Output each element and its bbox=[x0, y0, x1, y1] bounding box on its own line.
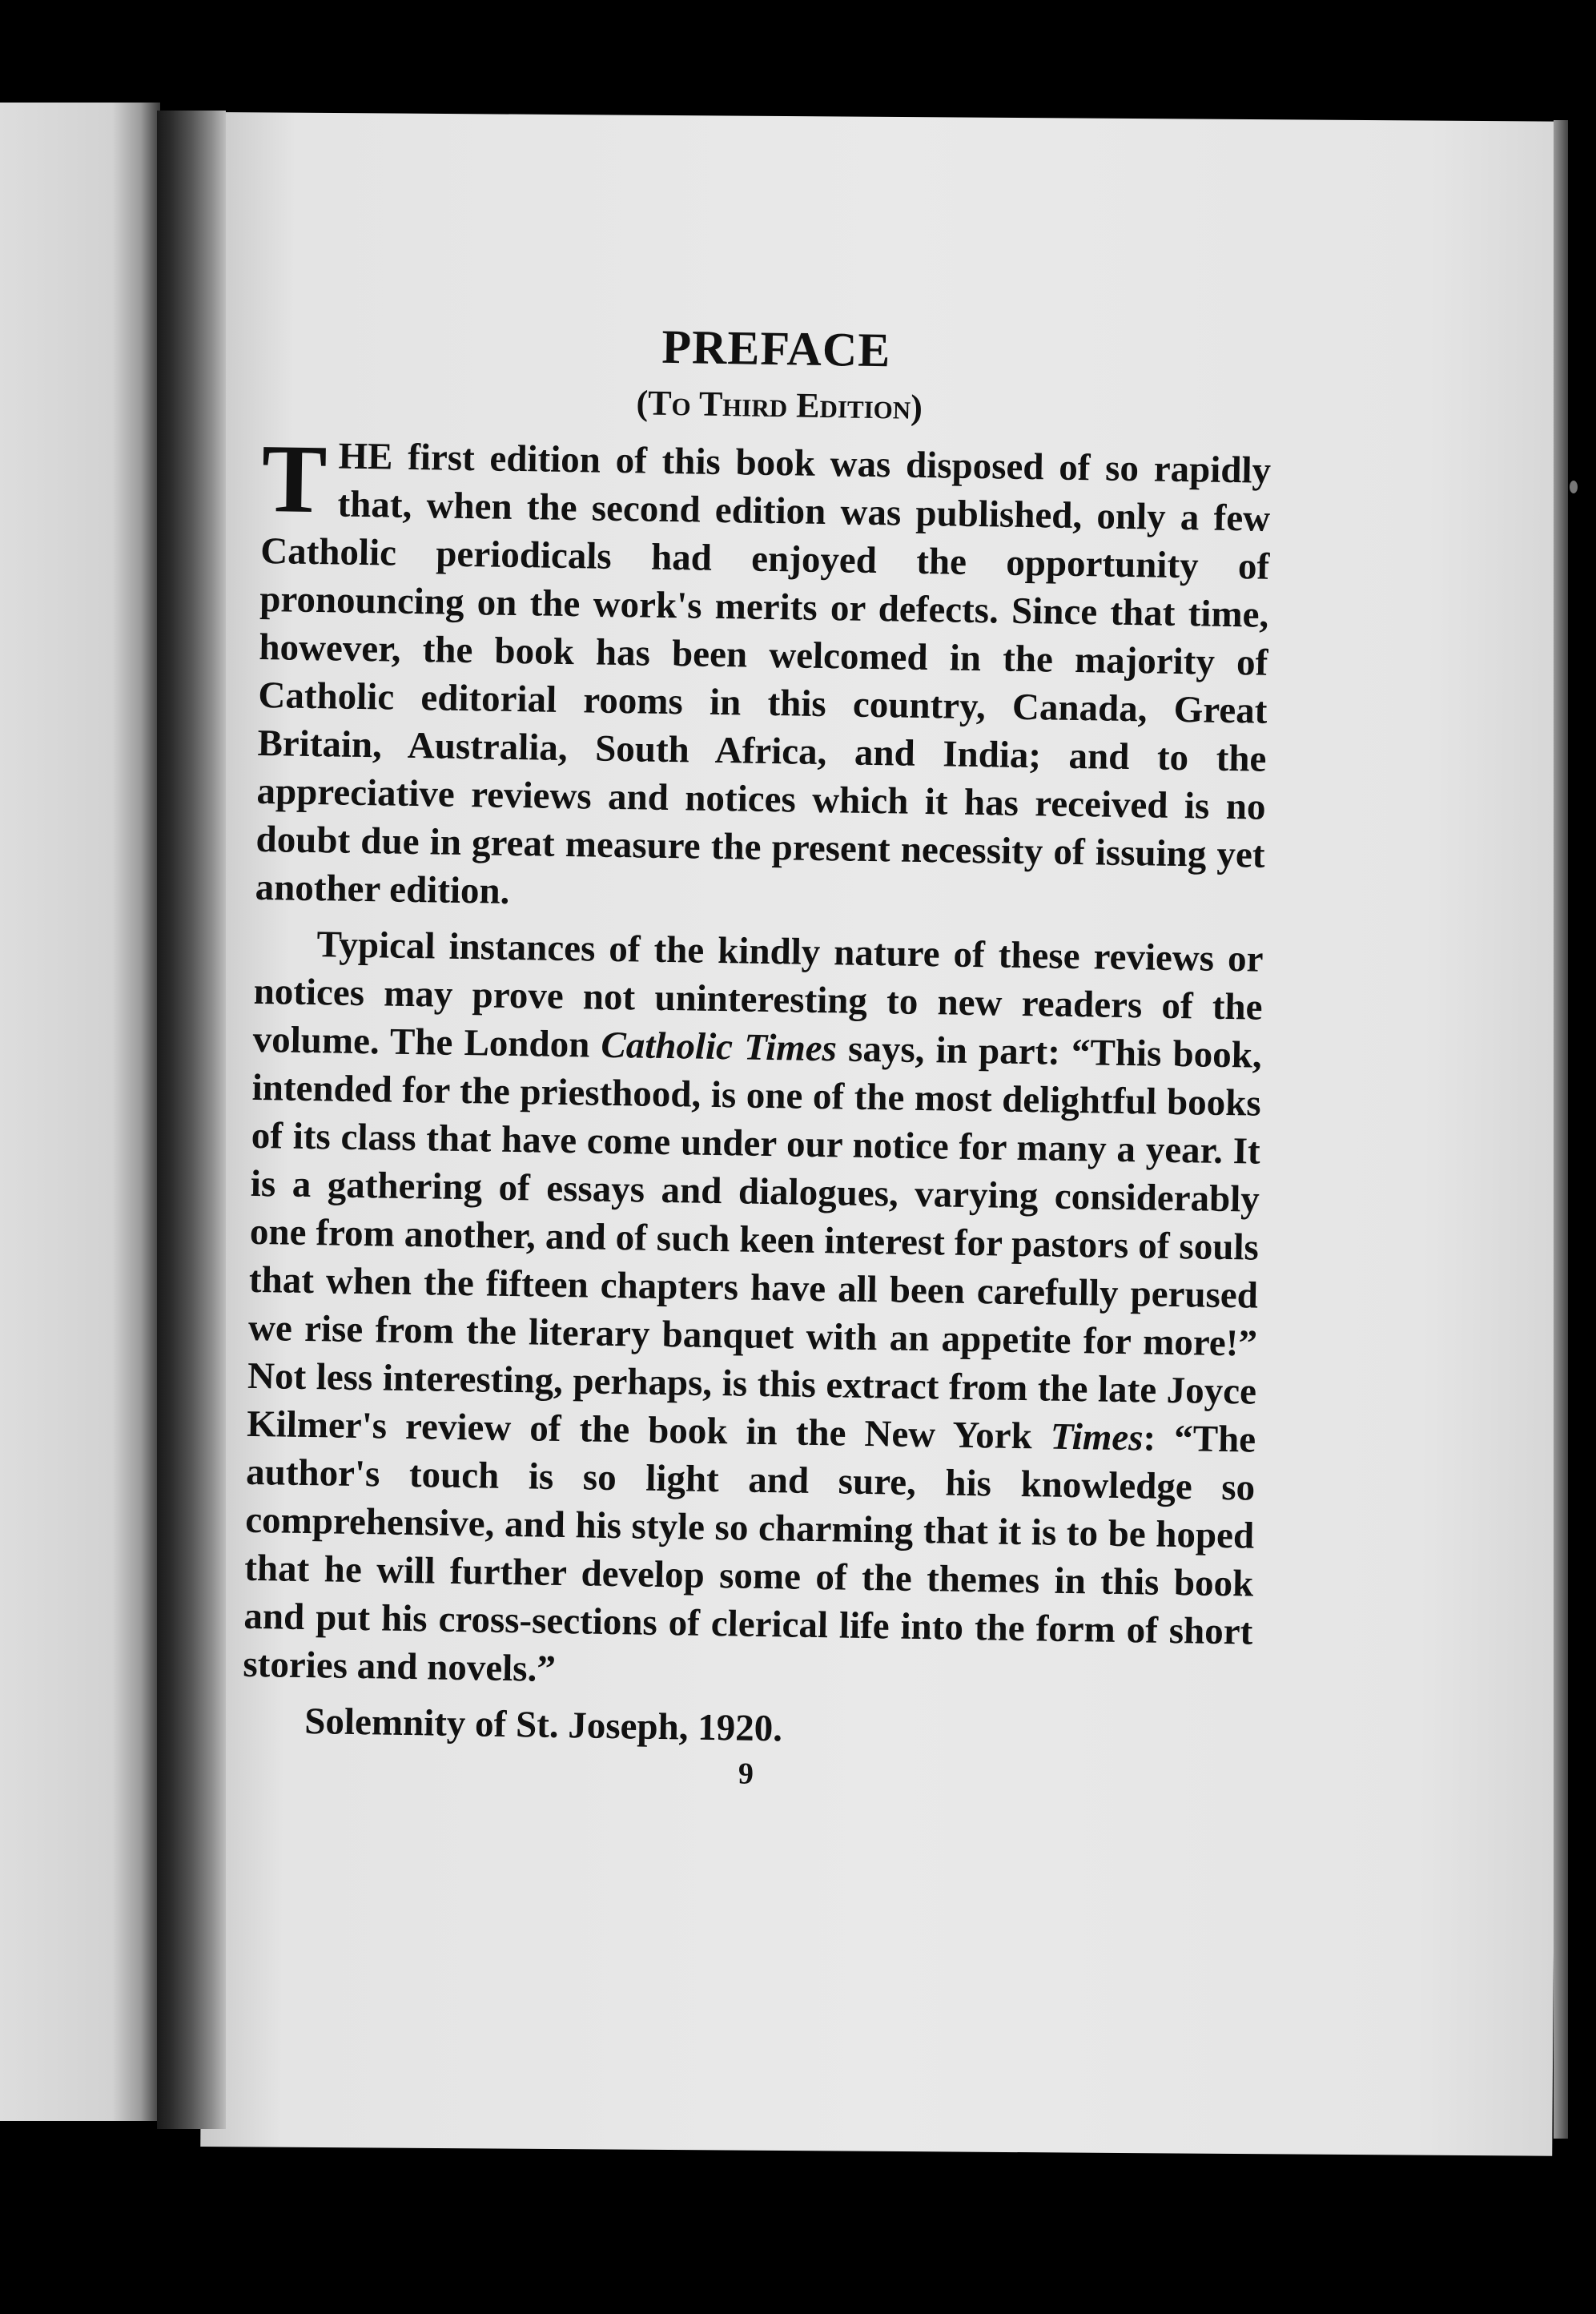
drop-cap: T bbox=[260, 424, 328, 534]
page-title: PREFACE bbox=[661, 320, 891, 377]
italic-times: Times bbox=[1050, 1415, 1144, 1459]
paragraph-2-text-c: : “The author's touch is so light and sure, his knowledge so comprehensive, and his style so charming that it is to be hoped that he will further develop some of the themes in this book and put his cross-sections of clerical life into the form of short stories and novels.” bbox=[243, 1417, 1256, 1690]
paragraph-2-text-b: says, in part: “This book, intended for the priesthood, is one of the most delightful books of its class that have come under our notice for many a year. It is a gathering of essays and dialogues, varying considerably one from another, and of such keen interest for pastors of souls that when the fifteen chapters have all been carefully perused we rise from the literary banquet with an appetite for more!” Not less interesting, perhaps, is this extract from the late Joyce Kilmer's review of the book in the New York bbox=[246, 1028, 1262, 1458]
left-page bbox=[0, 103, 160, 2121]
paragraph-1 bbox=[255, 424, 1272, 928]
speck bbox=[1349, 22, 1354, 34]
paragraph-1-text: HE first edition of this book was disposed of so rapidly that, when the second edition was published, only a few Catholic periodicals had enjoyed the opportunity of pronouncing on the work's merits or defects. Since that time, however, the book has been welcomed in the majority of Catholic editorial rooms in this country, Canada, Great Britain, Australia, South Africa, and India; and to the appreciative reviews and notices which it has received is no doubt due in great measure the present necessity of issuing yet another edition. bbox=[255, 435, 1272, 912]
page-subtitle: (To Third Edition) bbox=[636, 383, 923, 427]
page-number: 9 bbox=[738, 1757, 754, 1791]
paragraph-2 bbox=[243, 920, 1264, 1704]
speck bbox=[1570, 481, 1578, 493]
preface-text-block bbox=[241, 312, 1273, 1802]
speck bbox=[1576, 593, 1581, 599]
italic-catholic-times: Catholic Times bbox=[601, 1024, 838, 1070]
paragraph-2-text-a: Typical instances of the kindly nature of these reviews or notices may prove not uninteresting to new readers of the volume. The London bbox=[252, 924, 1264, 1066]
page-edge bbox=[1554, 120, 1568, 2139]
speck bbox=[1582, 545, 1588, 553]
signature-line: Solemnity of St. Joseph, 1920. bbox=[304, 1700, 783, 1750]
book-gutter bbox=[157, 111, 226, 2129]
